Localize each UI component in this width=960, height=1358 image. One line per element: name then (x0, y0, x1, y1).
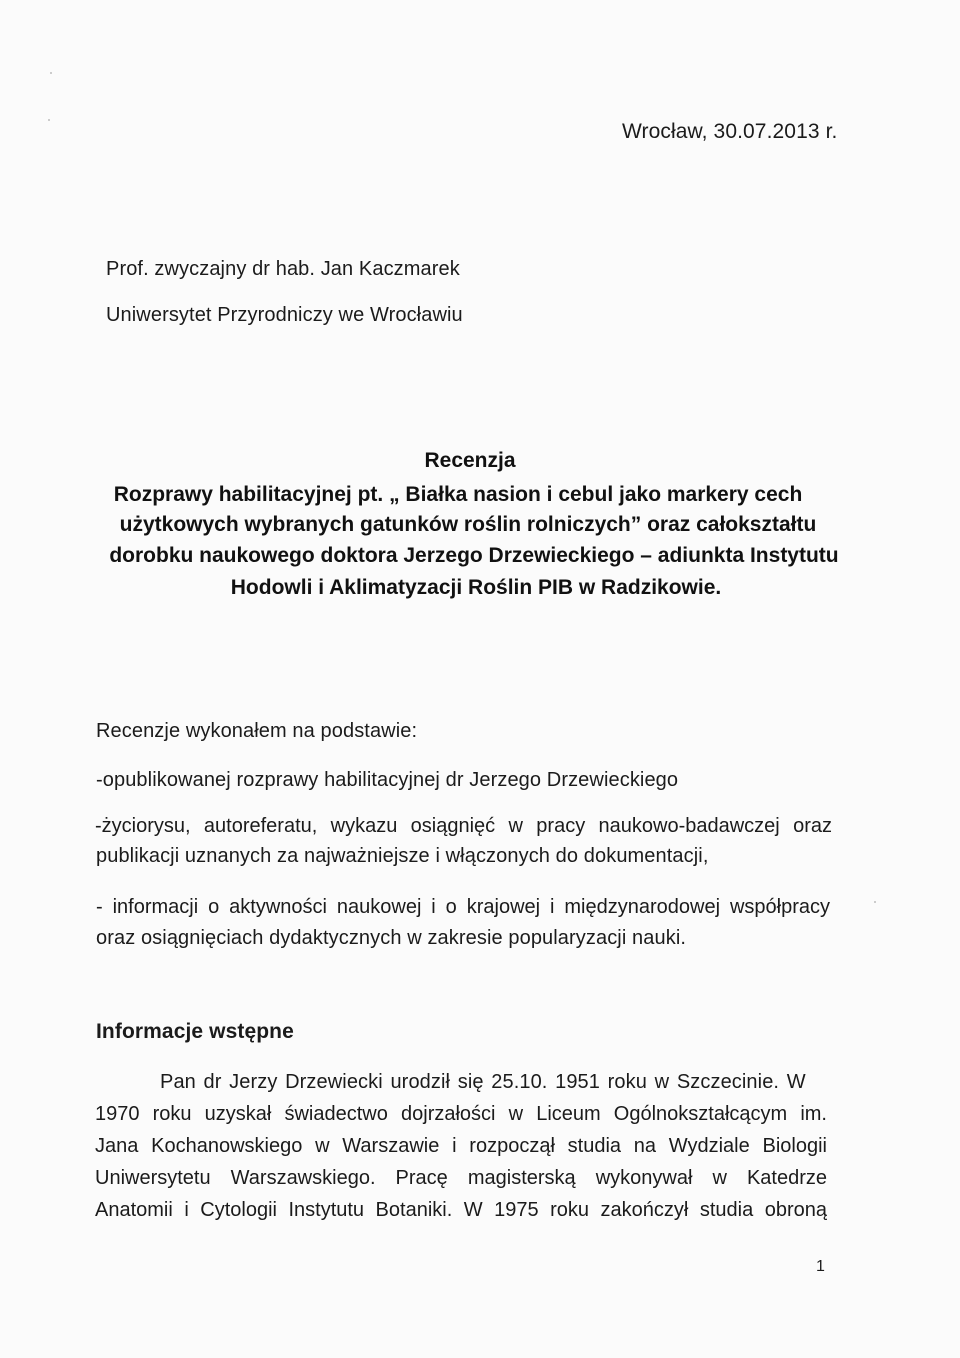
title-line-4: dorobku naukowego doktora Jerzego Drzewieckiego – adiunkta Instytutu (109, 544, 839, 567)
basis-item-1: -opublikowanej rozprawy habilitacyjnej dr Jerzego Drzewieckiego (96, 769, 679, 791)
basis-item-3-line-1: - informacji o aktywności naukowej i o krajowej i międzynarodowej współpracy (96, 896, 830, 918)
intro-para-line-2: 1970 roku uzyskał świadectwo dojrzałości w Liceum Ogólnokształcącym im. (95, 1103, 827, 1125)
intro-para-line-4: Uniwersytetu Warszawskiego. Pracę magisterską wykonywał w Katedrze (95, 1167, 827, 1189)
scan-speck (874, 901, 876, 903)
intro-para-line-3: Jana Kochanowskiego w Warszawie i rozpoczął studia na Wydziale Biologii (95, 1135, 827, 1157)
basis-item-2-line-2: publikacji uznanych za najważniejsze i włączonych do dokumentacji, (96, 845, 709, 867)
basis-item-3-line-2: oraz osiągnięciach dydaktycznych w zakresie popularyzacji nauki. (96, 927, 687, 949)
title-line-1: Recenzja (424, 449, 516, 472)
scan-speck (48, 119, 50, 121)
author-line: Prof. zwyczajny dr hab. Jan Kaczmarek (106, 258, 460, 280)
intro-para-line-1: Pan dr Jerzy Drzewiecki urodził się 25.10. 1951 roku w Szczecinie. W (160, 1071, 806, 1093)
title-line-2: Rozprawy habilitacyjnej pt. „ Białka nasion i cebul jako markery cech (113, 483, 803, 506)
title-line-5: Hodowli i Aklimatyzacji Roślin PIB w Radzikowie. (230, 576, 722, 599)
basis-item-2-line-1: -życiorysu, autoreferatu, wykazu osiągnięć w pracy naukowo-badawczej oraz (95, 815, 832, 837)
basis-intro: Recenzje wykonałem na podstawie: (96, 720, 418, 742)
section-heading-intro: Informacje wstępne (96, 1020, 294, 1043)
scan-speck (50, 72, 52, 74)
title-line-3: użytkowych wybranych gatunków roślin rolniczych” oraz całokształtu (119, 513, 817, 536)
intro-para-line-5: Anatomii i Cytologii Instytutu Botaniki. W 1975 roku zakończył studia obroną (95, 1199, 827, 1221)
place-date: Wrocław, 30.07.2013 r. (622, 120, 838, 143)
page-number: 1 (816, 1258, 825, 1275)
institution-line: Uniwersytet Przyrodniczy we Wrocławiu (106, 304, 463, 326)
